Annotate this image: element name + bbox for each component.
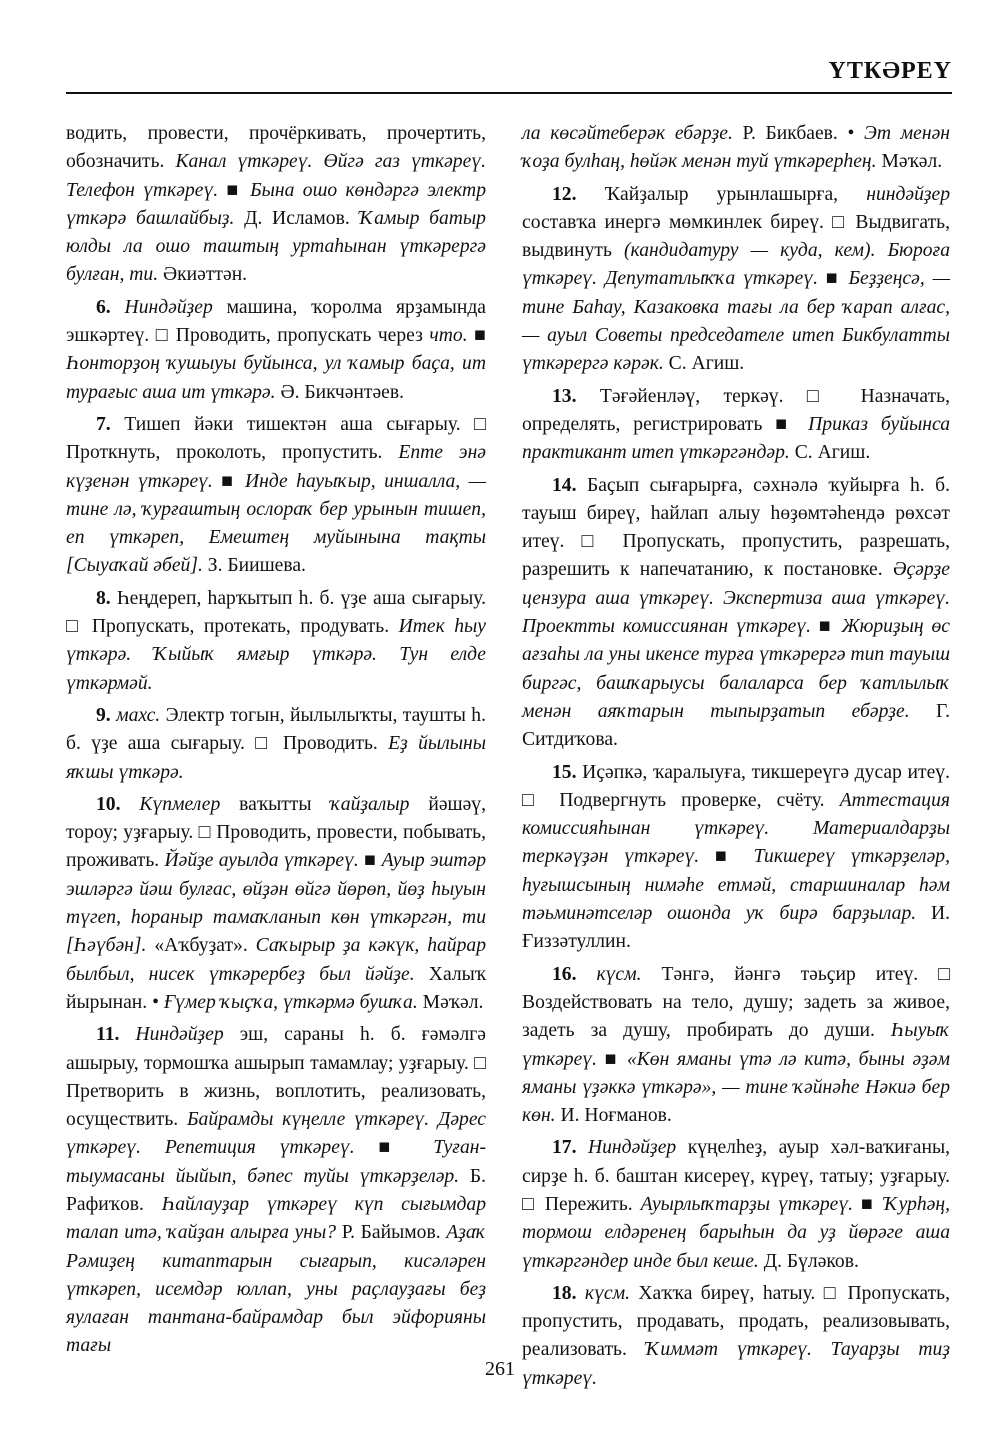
dictionary-paragraph [66,585,486,698]
italic-text: Аҙаҡ Рәмиҙең китаптарын сығарып, кисәләрен үткәреп, исемдәр юллап, уны раҫлауҙағы беҙ яулаған тантана-байрамдар был эйфорияны тағы [66,1222,486,1357]
dictionary-paragraph [522,961,950,1131]
italic-text: Саҡырыр ҙа кәкүк, һайрар былбыл, нисек үткәрербеҙ был йәйҙе. [66,935,486,985]
italic-text: Приказ буйынса практикант итеп үткәргәндәр. [522,413,950,464]
plain-text: З. Биишева. [207,555,306,577]
dictionary-paragraph [66,294,486,407]
plain-text: ■ [818,616,842,638]
italic-text: Ҡурһәң, тормош елдәренең барыһын да уҙ йөрәге аша үткәргәндер инде был кеше. [522,1193,950,1272]
dictionary-paragraph [66,702,486,787]
plain-text: Хаҡҡа биреү, һатыу. □ Пропускать, пропустить, продавать, продать, реализовывать, реализовать. [522,1282,951,1361]
dictionary-paragraph [66,411,486,581]
plain-text: ■ [378,1137,434,1159]
plain-text: ■ [474,325,486,347]
sense-number: 10. [96,793,140,815]
italic-text: Аттестация комиссияһынан үткәреү. Материалдарҙы теркәүҙән үткәреү. [522,789,950,868]
italic-text: Һайлауҙар үткәреү күп сығымдар талап итә, ҡайҙан алырға уны? [66,1193,487,1244]
dictionary-paragraph [522,1134,950,1275]
italic-text: (кандидатуру — куда, кем). Бюроға үткәреү. Депутатлыҡҡа үткәреү. [522,240,950,290]
italic-text: Ниндәйҙер [135,1024,240,1046]
italic-text: Ғүмер ҡыҫҡа, үткәрмә бушҡа. [163,991,423,1013]
plain-text: ■ [364,850,382,872]
plain-text: Д. Исламов. [244,207,360,229]
italic-text: Итек һыу үткәрә. Ҡыйыҡ ямғыр үткәрә. Тун елде үткәрмәй. [66,616,486,694]
sense-number: 9. [96,704,117,726]
plain-text: йәшәү, тороу; уҙғарыу. □ Проводить, провести, побывать, проживать. [66,793,486,872]
italic-text: Эт менән ҡоҙа булһаң, һөйәк менән туй үткәрерһең. [522,123,950,173]
italic-text: Бына ошо көндәргә электр үткәрә башлайбыҙ. [66,179,486,229]
plain-text: И. Ноғманов. [560,1105,672,1127]
sense-number: 15. [552,761,583,783]
sense-number: 12. [552,183,605,205]
italic-text: Жюриҙың өс ағзаһы ла уны икенсе турға үткәрергә тип тауыш биргәс, башҡарыусы балаларса бер ҡатлылыҡ менән аяҡтарын тыпырҙатып ебәрҙе. [522,616,951,722]
plain-text: ■ [221,470,245,492]
plain-text: Б. Рафиҡов. [66,1165,486,1215]
italic-text: күсм. [584,1282,639,1304]
plain-text: Һеңдереп, һарҡытып һ. б. үҙе аша сығарыу. □ Пропускать, протекать, продувать. [66,587,486,638]
italic-text: Туған-тыумасаны йыйып, бәпес туйы үткәрҙеләр. [66,1137,486,1187]
plain-text: Р. Бикбаев. • [742,123,865,144]
plain-text: С. Агиш. [668,353,745,375]
plain-text: Электр тогын, йылылыҡты, таушты һ. б. үҙе аша сығарыу. □ Проводить. [66,704,486,755]
dictionary-paragraph [522,383,950,468]
italic-text: Канал үткәреү. Өйгә газ үткәреү. Телефон үткәреү. [66,151,486,201]
italic-text: Ниндәйҙер [124,296,227,318]
plain-text: Г. Ситдиҡова. [522,700,950,751]
plain-text: И. Ғиззәтуллин. [522,903,950,953]
italic-text: Йәйҙе ауылда үткәреү. [164,850,365,872]
italic-text: Байрамды күңелле үткәреү. Дәрес үткәреү. Репетиция үткәреү. [66,1109,486,1159]
sense-number: 17. [552,1137,588,1159]
italic-text: Ауыр эштәр эшләргә йәш булғас, өйҙән өйгә йөрөп, йөҙ һыуын түгеп, һораныр тамаҡланып көн үткәргән, ти [Һәүбән]. [66,850,487,957]
italic-text: махс. [116,704,166,726]
sense-number: 6. [96,296,125,318]
plain-text: Баҫып сығарырға, сәхнәлә ҡуйырға һ. б. тауыш биреү, һайлап алыу һөҙөмтәһендә рөхсәт итеү. □ Пропускать, пропустить, разрешать, разрешить к напечатанию, к постановке. [522,474,951,581]
sense-number: 18. [552,1282,585,1304]
running-header: ҮТКӘРЕҮ [828,58,952,84]
right-column [522,120,950,1397]
sense-number: 8. [96,587,117,609]
plain-text: ■ [861,1193,884,1215]
dictionary-paragraph [66,791,486,1017]
plain-text: ■ [825,268,849,290]
plain-text: ■ [715,846,754,868]
header-rule [66,92,952,94]
sense-number: 13. [552,385,600,407]
plain-text: составҡа инергә мөмкинлек биреү. □ Выдвигать, выдвинуть [522,211,950,262]
sense-number: 16. [552,963,597,985]
italic-text: Ҡиммәт үткәреү. Тауарҙы тиҙ үткәреү. [522,1339,950,1389]
dictionary-paragraph [522,181,950,379]
plain-text: Мәҡәл. [422,991,484,1013]
plain-text: С. Агиш. [794,442,871,464]
dictionary-paragraph [522,120,950,177]
plain-text: күңелһеҙ, ауыр хәл-ваҡиғаны, сирҙе һ. б. баштан кисереү, күреү, татыу; уҙғарыу. □ Пережить. [522,1137,951,1215]
italic-text: Инде һауыҡыр, иншалла, — тине лә, ҡурғаштың ослораҡ бер урынын тишеп, еп үткәреп, Емештең муйынына тақты [Сыуаҡай әбей]. [66,470,487,577]
italic-text: Күпмелер [139,793,240,815]
plain-text: ■ [604,1048,627,1070]
plain-text: водить, провести, прочёркивать, прочертить, обозначить. [66,123,486,173]
italic-text: ҡайҙалыр [330,793,429,815]
left-column [66,120,486,1365]
plain-text: Тәғәйенләү, теркәү. □ Назначать, определять, регистрировать ■ [522,385,950,435]
plain-text: «Аҡбуҙат». [154,935,256,957]
italic-text: Тикшереү үткәрҙеләр, һуғышсының нимәһе етмәй, старшиналар һәм тәьминәтселәр ошонда уҡ бирә барҙылар. [522,846,950,925]
italic-text: ла көсәйтеберәк ебәрҙе. [522,123,743,144]
italic-text: Еҙ йылыны яҡшы үткәрә. [66,733,486,783]
italic-text: Ниндәйҙер [587,1137,688,1159]
plain-text: Мәҡәл. [881,151,943,173]
sense-number: 7. [96,413,125,435]
plain-text: ■ [226,179,251,201]
sense-number: 11. [96,1024,136,1046]
italic-text: күсм. [596,963,662,985]
plain-text: Әкиәттән. [163,264,248,286]
dictionary-paragraph [66,120,486,290]
plain-text: машина, ҡоролма ярҙамында эшкәртеү. □ Проводить, пропускать через [66,296,486,347]
plain-text: Тишеп йәки тишектән аша сығарыу. □ Проткнуть, проколоть, пропустить. [66,413,487,464]
italic-text: что. [429,325,475,347]
dictionary-paragraph [66,1021,486,1361]
plain-text: ваҡытты [239,793,331,815]
italic-text: Һонторҙоң ҡушыуы буйынса, ул ҡамыр баҫа, ит турағыс аша ит үткәрә. [66,353,486,403]
italic-text: Ептe энә күҙенән үткәреү. [66,442,486,492]
italic-text: Беҙҙеңсә, — тине Баһау, Казаковка тағы ла бер ҡарап алғас, — ауыл Советы председателе итеп Бикбулатты үткәрергә кәрәк. [522,268,950,375]
italic-text: «Көн яманы үтә лә китә, быны әҙәм яманы үҙәккә үткәрә», — тине ҡәйнәһе Нәкиә бер көн. [522,1048,951,1127]
plain-text: Р. Байымов. [341,1222,447,1244]
plain-text: Тәнгә, йәнгә тәьҫир итеү. □ Воздействовать на тело, душу; задеть за живое, задеть за душу, пробирать до души. [522,963,950,1042]
italic-text: ниндәйҙер [866,183,950,205]
plain-text: Ә. Бикчәнтәев. [280,381,405,403]
plain-text: эш, сараны һ. б. ғәмәлгә ашырыу, тормошҡа ашырып тамамлау; уҙғарыу. □ Претворить в жизнь, воплотить, реализовать, осуществить. [66,1024,487,1131]
plain-text: Д. Бүләков. [763,1250,859,1272]
italic-text: Әҫәрҙе цензура аша үткәреү. Экспертиза аша үткәреү. Проектты комиссиянан үткәреү. [522,559,950,638]
page-number: 261 [485,1358,515,1380]
italic-text: Ҡамыр батыр юлды ла ошо таштың уртаһынан үткәрергә булған, ти. [66,207,486,286]
plain-text: Иҫәпкә, ҡаралыуға, тикшереүгә дусар итеү. □ Подвергнуть проверке, счёту. [522,761,950,811]
dictionary-paragraph [522,759,950,957]
italic-text: Ауырлыҡтарҙы үткәреү. [640,1193,862,1215]
plain-text: Ҡайҙалыр урынлашырға, [604,183,867,205]
sense-number: 14. [552,474,587,496]
dictionary-paragraph [522,472,950,755]
plain-text: Халыҡ йырынан. • [66,963,486,1013]
italic-text: Һыуыҡ үткәреү. [522,1020,950,1070]
